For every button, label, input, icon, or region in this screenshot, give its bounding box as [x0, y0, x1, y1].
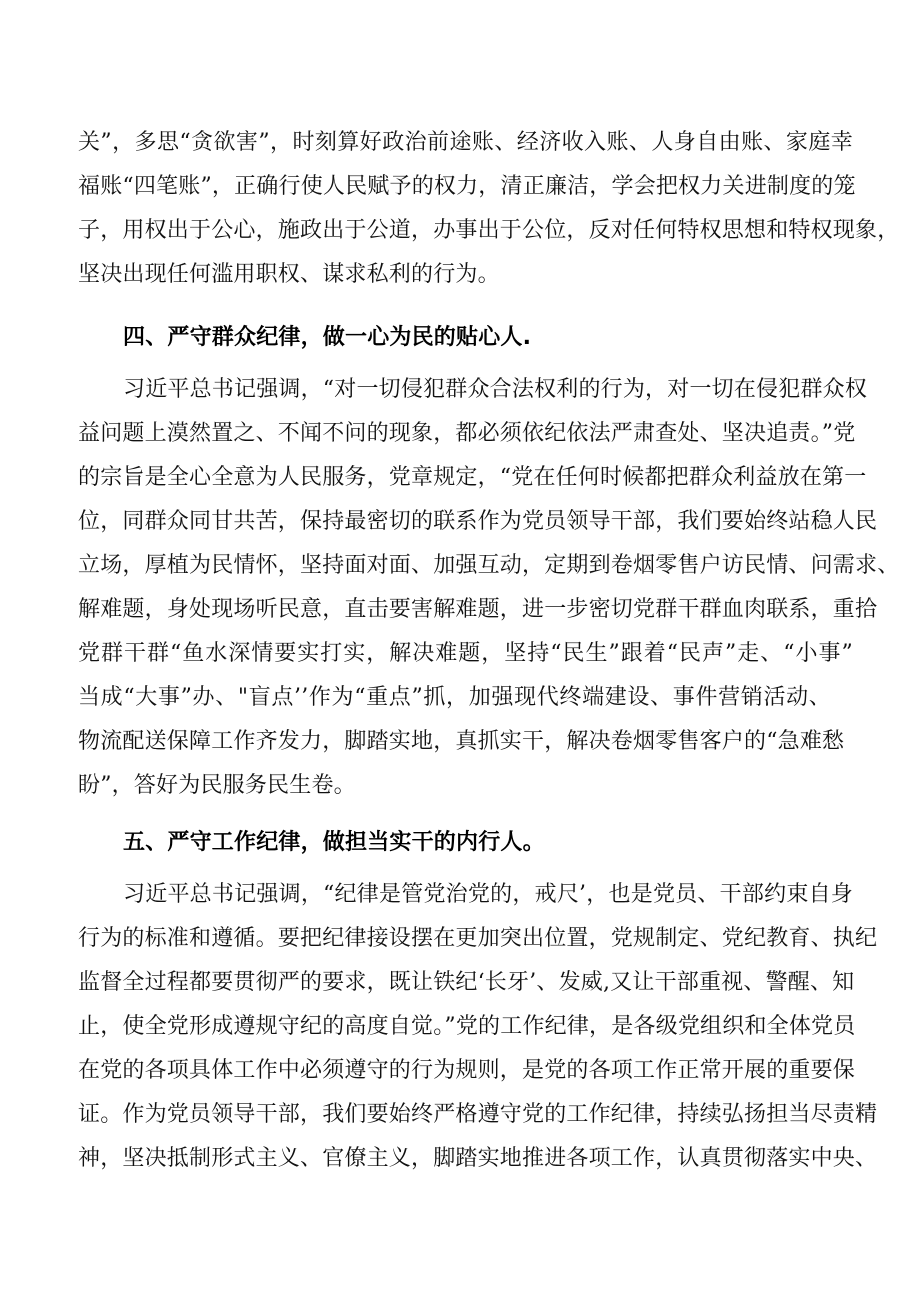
section-heading: 五、严守工作纪律，做担当实干的内行人。: [123, 830, 545, 855]
body-line: 位，同群众同甘共苦，保持最密切的联系作为党员领导干部，我们要始终站稳人民: [78, 509, 878, 534]
body-line: 党群干群“鱼水深情要实打实，解决难题，坚持“民生”跟着“民声”走、“小事”: [78, 641, 853, 666]
body-line: 习近平总书记强调，“对一切侵犯群众合法权利的行为，对一切在侵犯群众权: [123, 377, 868, 402]
body-line: 解难题，身处现场听民意，直击要害解难题，进一步密切党群干群血肉联系，重拾: [78, 597, 878, 622]
body-line: 证。作为党员领导干部，我们要始终严格遵守党的工作纪律，持续弘扬担当尽责精: [78, 1102, 878, 1127]
body-line: 止，使全党形成遵规守纪的高度自觉。”党的工作纪律，是各级党组织和全体党员: [78, 1014, 856, 1039]
body-line: 在党的各项具体工作中必须遵守的行为规则，是党的各项工作正常开展的重要保: [78, 1058, 856, 1083]
body-line: 关”，多思“贪欲害”，时刻算好政治前途账、经济收入账、人身自由账、家庭幸: [78, 130, 853, 155]
section-heading: 四、严守群众纪律，做一心为民的贴心人.: [123, 325, 532, 350]
body-line: 习近平总书记强调，“纪律是管党治党的，戒尺’，也是党员、干部约束自身: [123, 882, 853, 907]
body-line: 行为的标准和遵循。要把纪律接设摆在更加突出位置，党规制定、党纪教育、执纪: [78, 926, 878, 951]
body-line: 监督全过程都要贯彻严的要求，既让铁纪‘长牙’、发威,又让干部重视、警醒、知: [78, 970, 855, 995]
body-line: 盼”，答好为民服务民生卷。: [78, 773, 356, 798]
body-line: 神，坚决抵制形式主义、官僚主义，脚踏实地推进各项工作，认真贯彻落实中央、: [78, 1146, 878, 1171]
body-line: 福账“四笔账”，正确行使人民赋予的权力，清正廉洁，学会把权力关进制度的笼: [78, 174, 856, 199]
body-line: 坚决出现任何滥用职权、谋求私利的行为。: [78, 262, 500, 287]
body-line: 当成“大事”办、"盲点’’作为“重点”抓，加强现代终端建设、事件营销活动、: [78, 685, 831, 710]
body-line: 的宗旨是全心全意为人民服务，党章规定，“党在任何时候都把群众利益放在第一: [78, 465, 867, 490]
body-line: 益问题上漠然置之、不闻不问的现象，都必须依纪依法严肃查处、坚决追责。”党: [78, 421, 856, 446]
body-line: 立场，厚植为民情怀，坚持面对面、加强互动，定期到卷烟零售户访民情、问需求、: [78, 553, 900, 578]
body-line: 物流配送保障工作齐发力，脚踏实地，真抓实干，解决卷烟零售客户的“急难愁: [78, 729, 845, 754]
body-line: 子，用权出于公心，施政出于公道，办事出于公位，反对任何特权思想和特权现象，: [78, 218, 900, 243]
